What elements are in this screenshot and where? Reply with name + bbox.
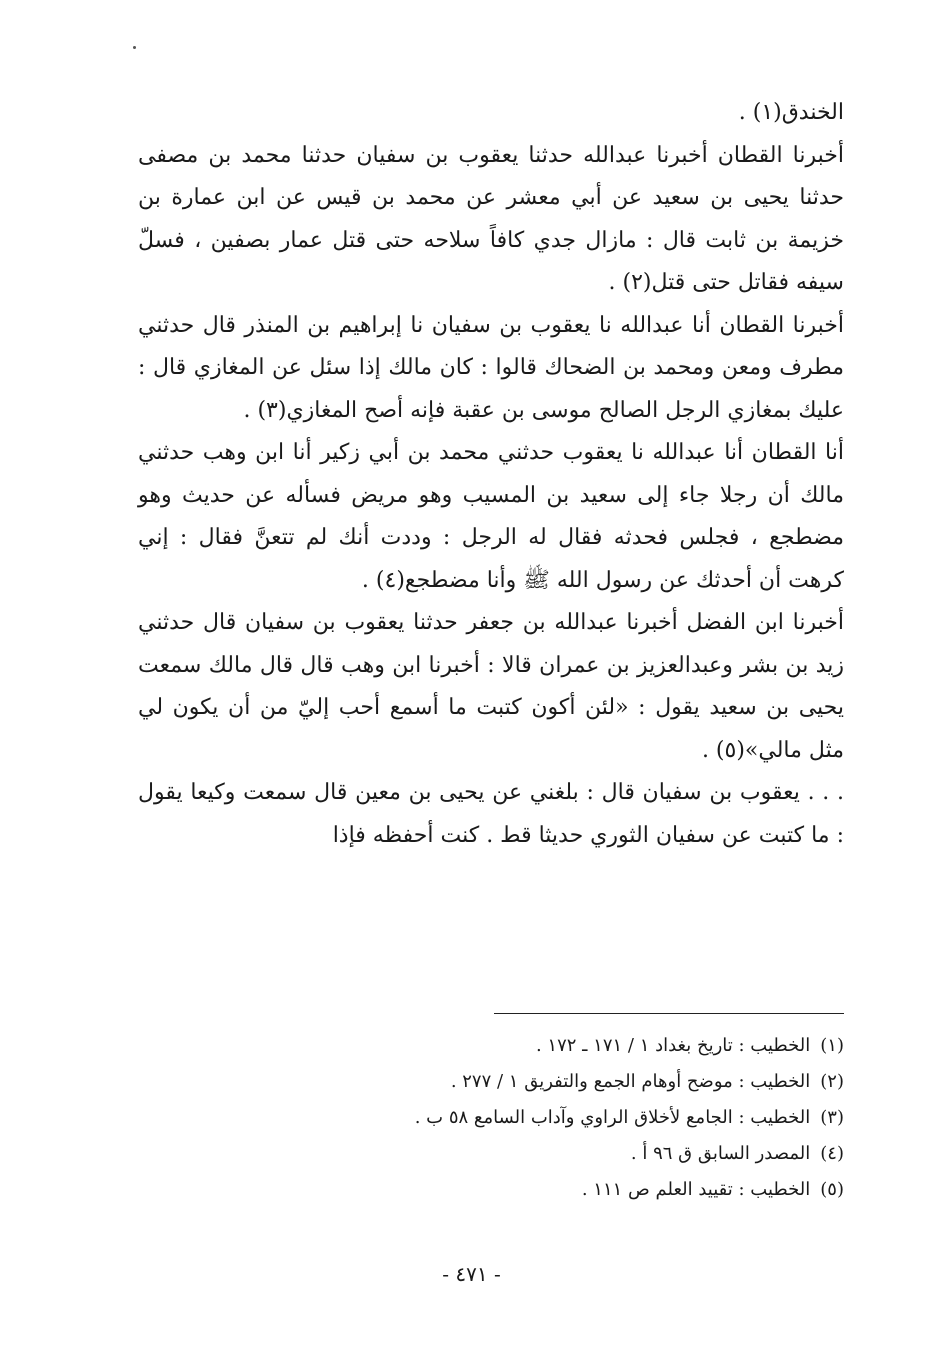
footnotes [300, 1028, 844, 1208]
footnote-number: (٥) [820, 1179, 844, 1200]
footnote [300, 1028, 844, 1064]
footnote-number: (٣) [820, 1107, 844, 1128]
footnote [300, 1136, 844, 1172]
paragraph: الخندق(١) . [738, 100, 844, 125]
footnote [300, 1172, 844, 1208]
paragraph: أخبرنا القطان أنا عبدالله نا يعقوب بن سفيان نا إبراهيم بن المنذر قال حدثني مطرف ومعن ومحمد بن الضحاك قالوا : كان مالك إذا سئل عن المغازي قال : عليك بمغازي الرجل الصالح موسى بن عقبة فإنه أصح المغازي(٣) . [138, 312, 844, 423]
footnote-text: المصدر السابق ق ٩٦ أ . [630, 1143, 811, 1164]
main-text [138, 92, 844, 857]
paragraph: أخبرنا ابن الفضل أخبرنا عبدالله بن جعفر حدثنا يعقوب بن سفيان قال حدثني زيد بن بشر وعبدالعزيز بن عمران قالا : أخبرنا ابن وهب قال قال مالك سمعت يحيى بن سعيد يقول : «لئن أكون كتبت ما أسمع أحب إليّ من أن يكون لي مثل مالي»(٥) . [138, 610, 844, 763]
footnote-number: (١) [820, 1035, 844, 1056]
page-number: - ٤٧١ - [442, 1262, 501, 1286]
footnote-text: الخطيب : تقييد العلم ص ١١١ . [581, 1179, 811, 1200]
paragraph: أخبرنا القطان أخبرنا عبدالله حدثنا يعقوب بن سفيان حدثنا محمد بن مصفى حدثنا يحيى بن سعيد عن أبي معشر عن محمد بن قيس عن ابن عمارة بن خزيمة بن ثابت قال : مازال جدي كافاً سلاحه حتى قتل عمار بصفين ، فسلّ سيفه فقاتل حتى قتل(٢) . [138, 142, 844, 295]
speck-mark [133, 46, 136, 49]
footnote-number: (٢) [820, 1071, 844, 1092]
footnote-text: الخطيب : تاريخ بغداد ١ / ١٧١ ـ ١٧٢ . [535, 1035, 811, 1056]
footnote-text: الخطيب : الجامع لأخلاق الراوي وآداب السامع ٥٨ ب . [414, 1107, 811, 1128]
footnote [300, 1064, 844, 1100]
footnote [300, 1100, 844, 1136]
paragraph: أنا القطان أنا عبدالله نا يعقوب حدثني محمد بن أبي زكير أنا ابن وهب حدثني مالك أن رجلا جاء إلى سعيد بن المسيب وهو مريض فسأله عن حديث وهو مضطجع ، فجلس فحدثه فقال له الرجل : وددت أنك لم تتعنَّ فقال : إني كرهت أن أحدثك عن رسول الله ﷺ وأنا مضطجع(٤) . [138, 440, 844, 593]
footnote-text: الخطيب : موضح أوهام الجمع والتفريق ١ / ٢٧٧ . [450, 1071, 811, 1092]
paragraph: . . . يعقوب بن سفيان قال : بلغني عن يحيى بن معين قال سمعت وكيعا يقول : ما كتبت عن سفيان الثوري حديثا قط . كنت أحفظه فإذا [138, 780, 844, 848]
footnote-number: (٤) [820, 1143, 844, 1164]
footnote-separator [494, 1013, 844, 1014]
